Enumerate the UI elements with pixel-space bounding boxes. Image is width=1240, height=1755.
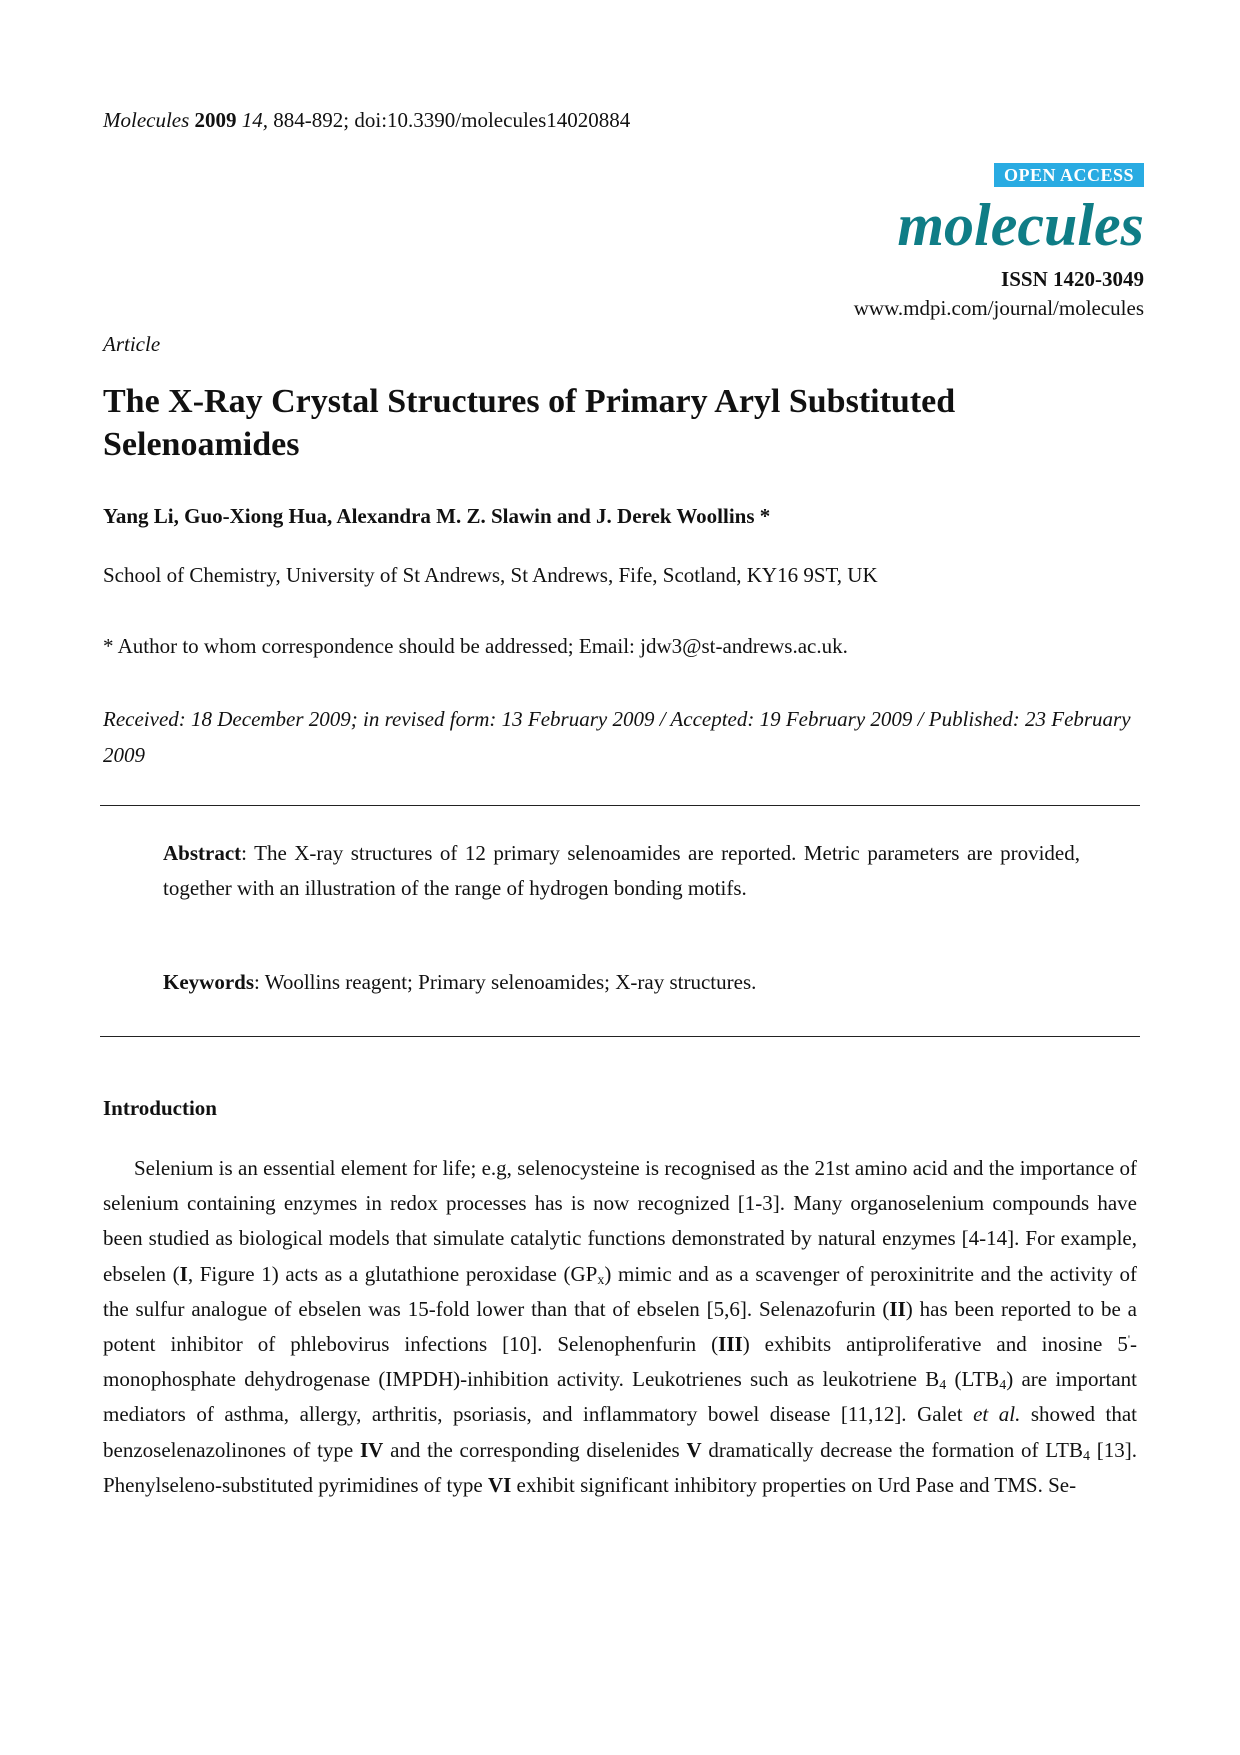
intro-text: ) has been reported to be a potent inhibitor of phlebovirus infections [10]. Selenophenfurin ( [103,1296,1137,1357]
affiliation: School of Chemistry, University of St Andrews, St Andrews, Fife, Scotland, KY16 9ST, UK [103,563,878,587]
citation-pages-doi: 884-892; doi:10.3390/molecules14020884 [268,108,631,132]
citation-year: 2009 [194,108,237,132]
compound-label: IV [359,1437,384,1462]
author-list: Yang Li, Guo-Xiong Hua, Alexandra M. Z. Slawin and J. Derek Woollins * [103,504,771,528]
intro-text: ) are important mediators of asthma, allergy, arthritis, psoriasis, and inflammatory bowel disease [11,12]. Galet [103,1367,1138,1427]
intro-text: ) exhibits antiproliferative and inosine 5 [742,1332,1128,1357]
intro-text: ) mimic and as a scavenger of peroxinitrite and the activity of the sulfur analogue of ebselen was 15-fold lower than that of ebselen [5,6]. Selenazofurin ( [103,1261,1137,1321]
compound-label: II [889,1296,906,1321]
intro-text: Selenium is an essential element for life; e.g, selenocysteine is recognised as the 21st amino acid and the importance of selenium containing enzymes in redox processes has is now recognized [1-3]. Many organoselenium compounds have been studied as biological models that simulate catalytic functions demonstrated by natural enzymes [4-14]. For example, ebselen ( [103,1156,1137,1286]
intro-text: showed that benzoselenazolinones of type [103,1402,1137,1462]
issn: ISSN 1420-3049 [1001,267,1144,291]
keywords-label: Keywords [163,970,254,994]
journal-logo: molecules [897,192,1144,258]
intro-text: , Figure 1) acts as a glutathione peroxidase (GP [187,1261,598,1286]
article-type: Article [103,332,161,356]
section-heading-introduction: Introduction [103,1096,217,1120]
intro-text: exhibit significant inhibitory properties on Urd Pase and TMS. Se- [511,1472,1077,1497]
keywords-text: : Woollins reagent; Primary selenoamides; X-ray structures. [254,970,757,994]
journal-url: www.mdpi.com/journal/molecules [853,296,1144,320]
top-divider [100,805,1140,806]
citation-journal: Molecules [103,108,190,132]
subscript: 4 [939,1378,947,1394]
subscript: 4 [1083,1448,1091,1464]
intro-text: (LTB [946,1367,1000,1392]
intro-text: [13]. Phenylseleno-substituted pyrimidines of type [103,1437,1137,1497]
introduction-paragraph [103,1151,1137,1503]
abstract-text: : The X-ray structures of 12 primary selenoamides are reported. Metric parameters are provided, together with an illustration of the range of hydrogen bonding motifs. [163,841,1080,900]
intro-text: -monophosphate dehydrogenase (IMPDH)-inhibition activity. Leukotrienes such as leukotriene B [103,1332,1137,1392]
intro-text: dramatically decrease the formation of LTB [701,1437,1084,1462]
open-access-badge: OPEN ACCESS [994,163,1144,187]
citation-volume: 14, [241,108,269,132]
compound-label: V [686,1437,702,1462]
abstract [163,836,1080,906]
paper-title: The X-Ray Crystal Structures of Primary Aryl Substituted Selenoamides [103,383,956,463]
keywords [163,968,1080,996]
superscript-prime: ' [1127,1332,1130,1347]
correspondence-note: * Author to whom correspondence should be addressed; Email: jdw3@st-andrews.ac.uk. [103,634,848,658]
italic-phrase: et al. [973,1402,1021,1427]
citation-line [103,106,630,134]
publication-dates: Received: 18 December 2009; in revised form: 13 February 2009 / Accepted: 19 February 2009 / Published: 23 February 2009 [103,707,1131,767]
abstract-label: Abstract [163,841,242,865]
compound-label: I [179,1261,188,1286]
bottom-divider [100,1036,1140,1037]
intro-text: and the corresponding diselenides [383,1437,687,1462]
compound-label: III [718,1332,743,1357]
subscript: 4 [999,1378,1007,1394]
compound-label: VI [487,1472,512,1497]
subscript: x [597,1272,605,1288]
